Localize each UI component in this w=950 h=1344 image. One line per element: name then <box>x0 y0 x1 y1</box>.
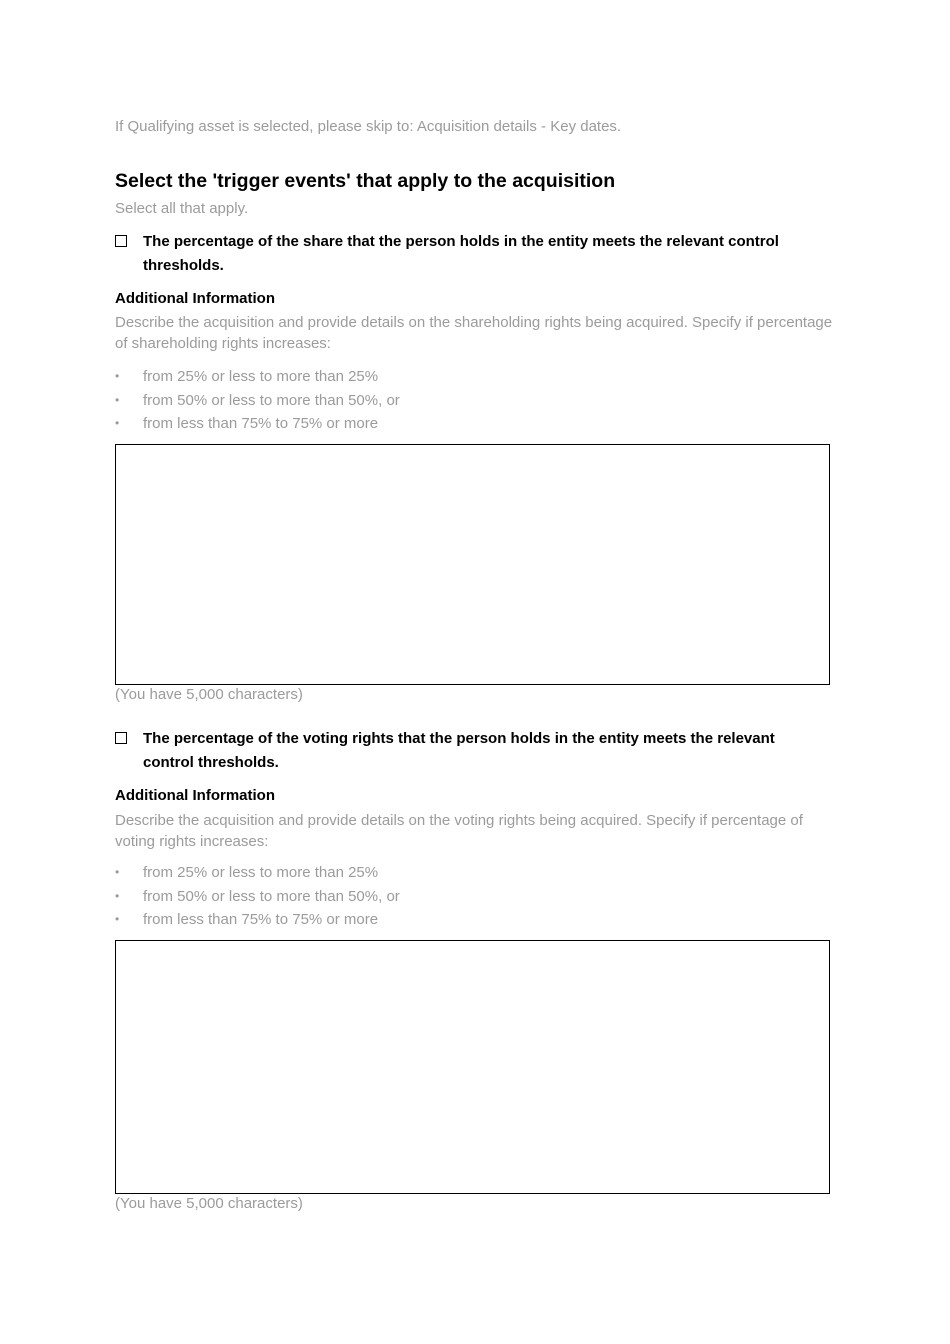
additional-info-description: Describe the acquisition and provide details on the shareholding rights being acquired. Specify if percentage of shareholding rights increases: <box>115 314 833 352</box>
voting-details-textarea[interactable] <box>115 940 830 1194</box>
additional-info-description: Describe the acquisition and provide details on the voting rights being acquired. Specify if percentage of voting rights increases: <box>115 812 803 850</box>
trigger-option-voting[interactable] <box>115 727 835 775</box>
list-item: • from less than 75% to 75% or more <box>115 908 815 932</box>
skip-note: If Qualifying asset is selected, please skip to: Acquisition details - Key dates. <box>115 118 622 135</box>
additional-info-title: Additional Information <box>115 787 275 804</box>
list-item: • from 50% or less to more than 50%, or <box>115 389 815 413</box>
bullet-icon: • <box>115 888 120 903</box>
select-hint: Select all that apply. <box>115 200 249 217</box>
list-item: • from 25% or less to more than 25% <box>115 365 815 389</box>
bullet-icon: • <box>115 416 120 430</box>
bullet-icon: • <box>115 865 120 879</box>
voting-threshold-label: The percentage of the voting rights that the person holds in the entity meets the relevant control thresholds. <box>143 730 775 771</box>
section-title: Select the 'trigger events' that apply to the acquisition <box>115 170 616 192</box>
threshold-list <box>115 861 815 932</box>
character-counter: (You have 5,000 characters) <box>115 1195 303 1212</box>
character-counter: (You have 5,000 characters) <box>115 686 303 703</box>
share-details-textarea[interactable] <box>115 444 830 685</box>
trigger-option-share[interactable] <box>115 230 835 278</box>
bullet-icon: • <box>115 369 120 383</box>
bullet-icon: • <box>115 912 120 926</box>
voting-threshold-checkbox[interactable] <box>115 732 127 744</box>
share-threshold-label: The percentage of the share that the person holds in the entity meets the relevant control thresholds. <box>143 233 779 274</box>
bullet-icon: • <box>115 392 120 407</box>
list-item: • from less than 75% to 75% or more <box>115 412 815 436</box>
list-item: • from 50% or less to more than 50%, or <box>115 885 815 909</box>
additional-info-title: Additional Information <box>115 290 275 307</box>
share-threshold-checkbox[interactable] <box>115 235 127 247</box>
threshold-list <box>115 365 815 436</box>
list-item: • from 25% or less to more than 25% <box>115 861 815 885</box>
